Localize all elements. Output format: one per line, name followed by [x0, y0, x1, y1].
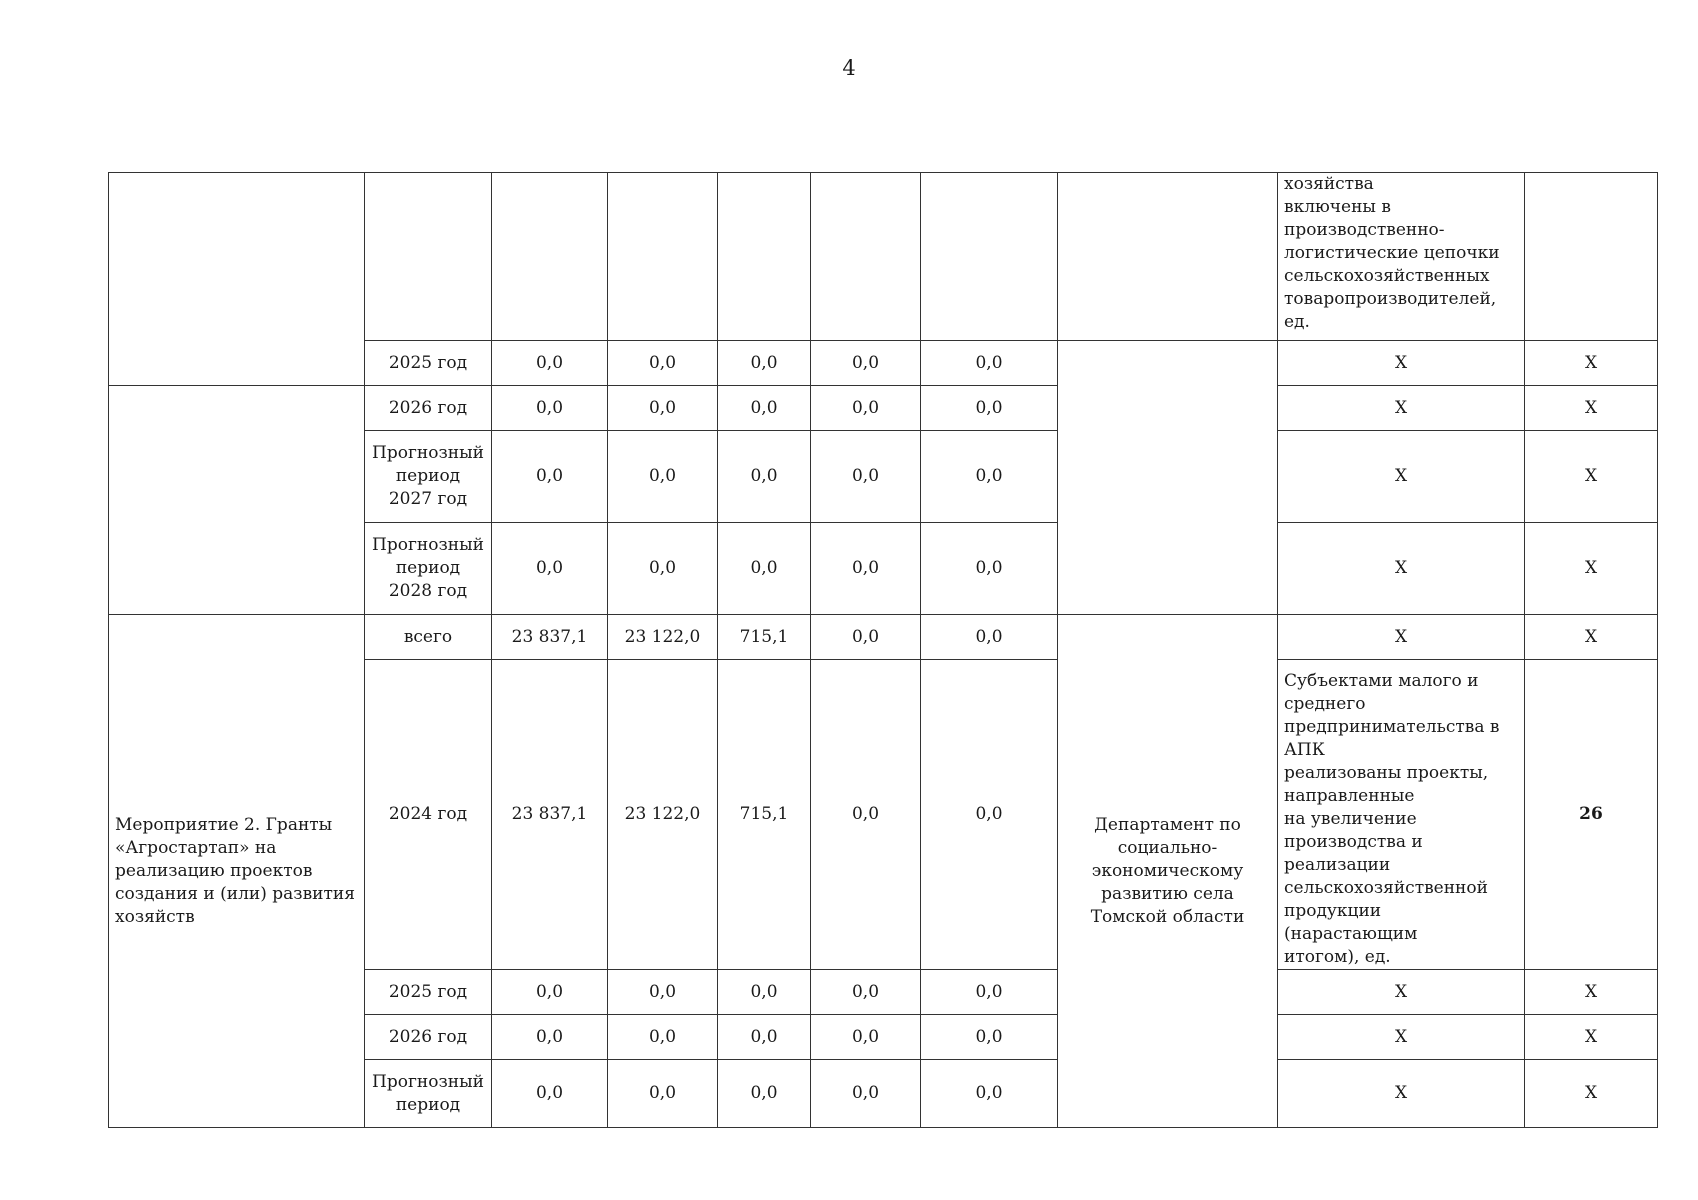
result-cell: Х [1278, 341, 1525, 386]
empty-cell [718, 173, 811, 341]
result-cell: Х [1278, 431, 1525, 523]
result-cell: Х [1278, 1015, 1525, 1060]
period-cell: 2025 год [365, 970, 492, 1015]
value-cell: 0,0 [921, 431, 1058, 523]
value-cell: 0,0 [811, 341, 921, 386]
value-cell: 0,0 [492, 431, 608, 523]
period-cell: Прогнозный период [365, 1060, 492, 1128]
value-cell: 23 122,0 [608, 615, 718, 660]
table-row [109, 173, 1658, 341]
target-cell: Х [1525, 431, 1658, 523]
period-cell: 2026 год [365, 386, 492, 431]
result-cell: Х [1278, 1060, 1525, 1128]
value-cell: 0,0 [492, 386, 608, 431]
target-cell: Х [1525, 970, 1658, 1015]
empty-cell [1525, 173, 1658, 341]
value-cell: 0,0 [608, 1015, 718, 1060]
value-cell: 0,0 [921, 1060, 1058, 1128]
empty-cell [492, 173, 608, 341]
financing-table [108, 172, 1658, 1128]
empty-cell [921, 173, 1058, 341]
value-cell: 0,0 [492, 1015, 608, 1060]
value-cell: 0,0 [718, 341, 811, 386]
target-cell: Х [1525, 523, 1658, 615]
value-cell: 23 122,0 [608, 660, 718, 970]
empty-cell [1058, 173, 1278, 341]
result-cell: Х [1278, 386, 1525, 431]
value-cell: 0,0 [608, 523, 718, 615]
empty-cell [109, 173, 365, 386]
value-cell: 0,0 [608, 341, 718, 386]
page-number: 4 [842, 56, 856, 80]
value-cell: 0,0 [718, 386, 811, 431]
table-row [109, 386, 1658, 431]
target-cell: Х [1525, 1015, 1658, 1060]
value-cell: 715,1 [718, 660, 811, 970]
value-cell: 0,0 [608, 1060, 718, 1128]
empty-cell [811, 173, 921, 341]
value-cell: 0,0 [811, 386, 921, 431]
value-cell: 0,0 [921, 970, 1058, 1015]
value-cell: 23 837,1 [492, 660, 608, 970]
value-cell: 0,0 [811, 615, 921, 660]
target-value: 26 [1525, 660, 1658, 970]
value-cell: 0,0 [492, 1060, 608, 1128]
empty-cell [608, 173, 718, 341]
value-cell: 0,0 [718, 970, 811, 1015]
value-cell: 0,0 [921, 386, 1058, 431]
target-cell: Х [1525, 386, 1658, 431]
value-cell: 0,0 [921, 341, 1058, 386]
table-row [109, 615, 1658, 660]
value-cell: 0,0 [718, 1060, 811, 1128]
value-cell: 0,0 [811, 1015, 921, 1060]
empty-cell [1058, 341, 1278, 615]
value-cell: 0,0 [608, 970, 718, 1015]
period-cell: Прогнозный период 2027 год [365, 431, 492, 523]
value-cell: 0,0 [608, 386, 718, 431]
value-cell: 0,0 [718, 431, 811, 523]
period-cell: всего [365, 615, 492, 660]
result-cell: Х [1278, 615, 1525, 660]
value-cell: 0,0 [718, 523, 811, 615]
value-cell: 0,0 [921, 523, 1058, 615]
target-cell: Х [1525, 615, 1658, 660]
result-cell: Х [1278, 970, 1525, 1015]
result-cell: Х [1278, 523, 1525, 615]
value-cell: 0,0 [811, 970, 921, 1015]
value-cell: 0,0 [811, 431, 921, 523]
value-cell: 0,0 [811, 523, 921, 615]
measure-title: Мероприятие 2. Гранты «Агростартап» на реализацию проектов создания и (или) развития хозяйств [109, 615, 365, 1128]
value-cell: 0,0 [608, 431, 718, 523]
period-cell: 2024 год [365, 660, 492, 970]
value-cell: 23 837,1 [492, 615, 608, 660]
value-cell: 0,0 [718, 1015, 811, 1060]
period-cell: 2026 год [365, 1015, 492, 1060]
value-cell: 0,0 [492, 970, 608, 1015]
target-cell: Х [1525, 1060, 1658, 1128]
value-cell: 0,0 [921, 1015, 1058, 1060]
target-cell: Х [1525, 341, 1658, 386]
value-cell: 0,0 [492, 341, 608, 386]
result-indicator-text: хозяйства включены в производственно- логистические цепочки сельскохозяйственных товаропроизводителей, ед. [1278, 173, 1525, 341]
period-cell: Прогнозный период 2028 год [365, 523, 492, 615]
value-cell: 715,1 [718, 615, 811, 660]
value-cell: 0,0 [811, 660, 921, 970]
value-cell: 0,0 [921, 615, 1058, 660]
responsible-department: Департамент по социально-экономическому развитию села Томской области [1058, 615, 1278, 1128]
empty-cell [109, 386, 365, 615]
value-cell: 0,0 [811, 1060, 921, 1128]
period-cell: 2025 год [365, 341, 492, 386]
value-cell: 0,0 [921, 660, 1058, 970]
result-indicator-text: Субъектами малого и среднего предпринимательства в АПК реализованы проекты, направленные на увеличение производства и реализации сельскохозяйственной продукции (нарастающим итогом), ед. [1278, 660, 1525, 970]
empty-cell [365, 173, 492, 341]
value-cell: 0,0 [492, 523, 608, 615]
